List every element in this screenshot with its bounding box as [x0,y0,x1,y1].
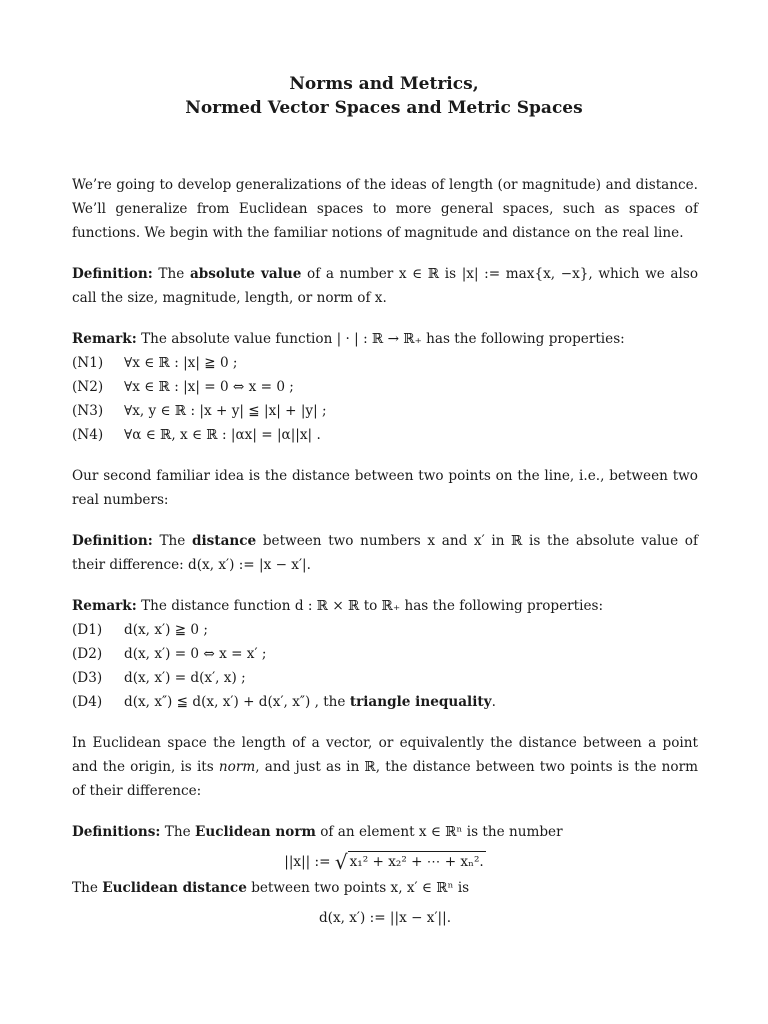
property-label: (D3) [72,670,103,686]
property-label: (N4) [72,427,104,443]
property-label: (D1) [72,622,103,638]
norm-lhs: ||x|| := [284,854,331,870]
definition-distance [72,529,698,577]
property-expression: ∀x, y ∈ ℝ : |x + y| ≦ |x| + |y| ; [124,403,327,419]
definition-label: Definition: [72,533,153,549]
property-label: (N2) [72,379,104,395]
document-body [72,173,698,932]
property-d2 [72,642,698,666]
intro-paragraph: We’re going to develop generalizations of the ideas of length (or magnitude) and distance. We’ll generalize from Euclidean spaces to more general spaces, such as spaces of functions. We begin with the familiar notions of magnitude and distance on the real line. [72,177,698,241]
definition-term: absolute value [189,266,302,282]
square-root-icon: √ [334,850,348,874]
property-label: (D4) [72,694,103,710]
euclidean-norm-term: Euclidean norm [194,824,316,840]
triangle-inequality-term: triangle inequality [349,694,492,710]
property-d4 [72,690,698,714]
title-line-1: Norms and Metrics, [289,74,479,94]
definition-absolute-value [72,262,698,310]
euclidean-paragraph-pre: In Euclidean space the length of a vector, or equivalently the distance between a point and the origin, is its [72,735,698,775]
euclidean-distance-term: Euclidean distance [102,880,247,896]
property-n2 [72,375,698,399]
remark-text: The absolute value function | · | : ℝ → ℝ₊ has the following properties: [141,331,625,347]
euclidean-distance-definition [72,876,698,900]
second-idea-paragraph: Our second familiar idea is the distance between two points on the line, i.e., between two real numbers: [72,468,698,508]
remark-label: Remark: [72,598,137,614]
property-d1 [72,618,698,642]
title-line-2: Normed Vector Spaces and Metric Spaces [185,98,583,118]
euclidean-norm-formula [72,850,698,874]
definition-term: distance [191,533,257,549]
euclidean-paragraph-post: , and just as in ℝ, the distance between two points is the norm of their difference: [72,759,698,799]
definitions-euclidean [72,820,698,844]
property-expression: d(x, x′) = 0 ⇔ x = x′ ; [124,646,267,662]
norm-radicand: x₁² + x₂² + ⋯ + xₙ². [348,851,486,872]
property-label: (D2) [72,646,103,662]
remark-distance [72,594,698,618]
definition-text: of a number x ∈ ℝ is |x| := max{x, −x}, which we also call the size, magnitude, length, or norm of x. [72,266,699,306]
euclidean-paragraph [72,731,698,803]
remark-label: Remark: [72,331,137,347]
property-label: (N3) [72,403,104,419]
remark-text: The distance function d : ℝ × ℝ to ℝ₊ has the following properties: [141,598,604,614]
property-expression: ∀x ∈ ℝ : |x| = 0 ⇔ x = 0 ; [124,379,294,395]
remark-absolute-value [72,327,698,351]
definitions-pre-2: The [72,880,98,896]
definitions-label: Definitions: [72,824,161,840]
property-end: . [491,694,496,710]
property-label: (N1) [72,355,104,371]
norm-term: norm [218,759,256,775]
property-n3 [72,399,698,423]
euclidean-norm-text: of an element x ∈ ℝⁿ is the number [320,824,563,840]
euclidean-distance-formula: d(x, x′) := ||x − x′||. [318,910,452,926]
property-expression: d(x, x′) = d(x′, x) ; [124,670,246,686]
definition-pre: The [158,266,185,282]
property-expression-text: d(x, x″) ≦ d(x, x′) + d(x′, x″) , the [124,694,346,710]
property-expression: d(x, x′) ≧ 0 ; [124,622,208,638]
definition-label: Definition: [72,266,153,282]
euclidean-distance-text: between two points x, x′ ∈ ℝⁿ is [251,880,470,896]
definitions-pre: The [164,824,191,840]
definition-pre: The [159,533,186,549]
property-n4 [72,423,698,447]
document-title [0,72,768,120]
definition-text: between two numbers x and x′ in ℝ is the absolute value of their difference: d(x, x′) := |x − x′|. [72,533,698,573]
property-d3 [72,666,698,690]
property-n1 [72,351,698,375]
property-expression: ∀α ∈ ℝ, x ∈ ℝ : |αx| = |α||x| . [124,427,321,443]
property-expression [124,690,496,714]
property-expression: ∀x ∈ ℝ : |x| ≧ 0 ; [124,355,238,371]
